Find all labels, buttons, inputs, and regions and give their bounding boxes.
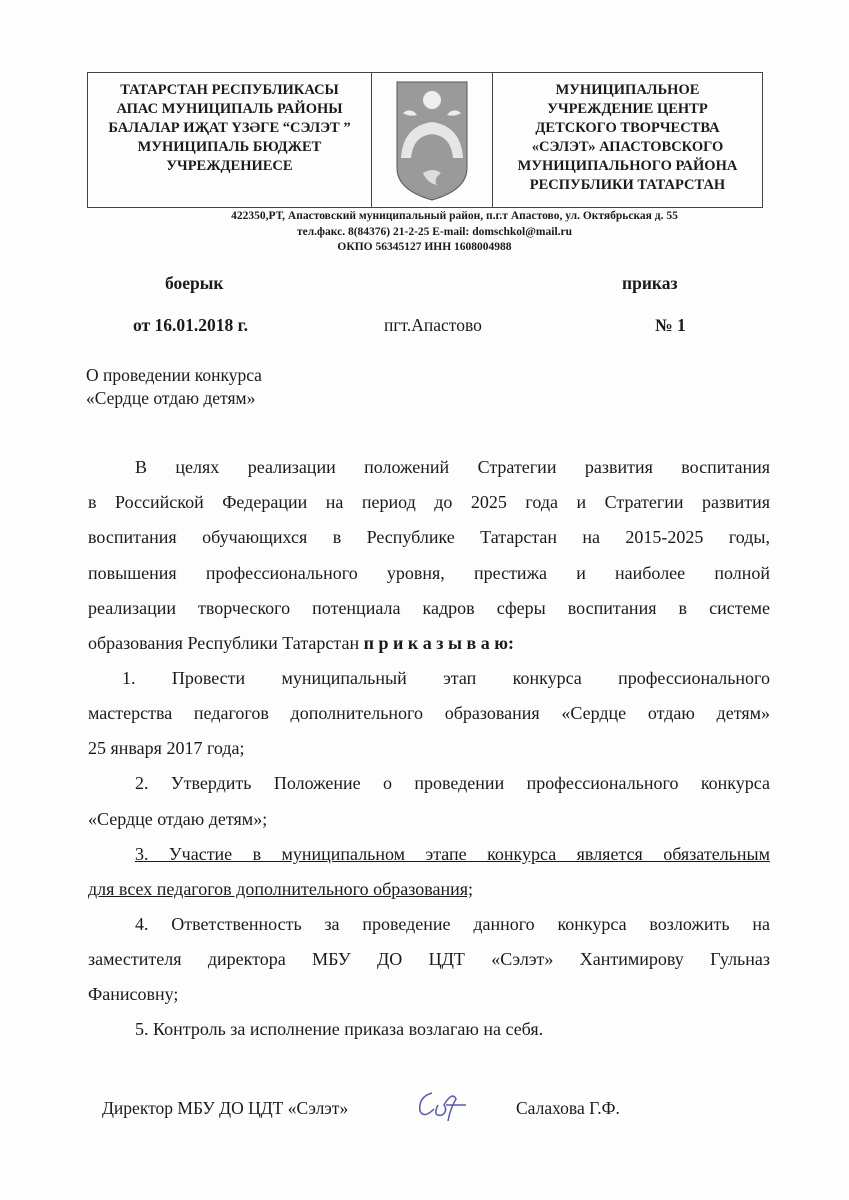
body-line: 5. Контроль за исполнение приказа возлагаю на себя.	[135, 1019, 544, 1039]
text: МУНИЦИПАЛЬНОГО РАЙОНА	[517, 158, 738, 174]
text: БАЛАЛАР ИҖАТ ҮЗӘГЕ “СЭЛЭТ ”	[108, 120, 351, 136]
date: от 16.01.2018 г.	[133, 315, 248, 335]
emblem	[372, 73, 493, 207]
text: «СЭЛЭТ» АПАСТОВСКОГО	[531, 139, 724, 155]
body-line: «Сердце отдаю детям»;	[88, 809, 268, 829]
text: УЧРЕЖДЕНИЕ ЦЕНТР	[547, 101, 708, 117]
body-line: мастерства педагогов дополнительного образования «Сердце отдаю детям»	[88, 703, 770, 723]
text: МУНИЦИПАЛЬНОЕ	[555, 82, 700, 98]
body-line	[135, 843, 770, 865]
body-line	[88, 632, 770, 654]
body-line: В целях реализации положений Стратегии развития воспитания	[135, 457, 770, 477]
letterhead-russian	[493, 73, 762, 207]
subject-line: О проведении конкурса	[86, 365, 262, 385]
phone-email: тел.факс. 8(84376) 21-2-25 E-mail: domschkol@mail.ru	[296, 226, 573, 238]
body-line: реализации творческого потенциала кадров сферы воспитания в системе	[88, 598, 770, 618]
doc-type-tatar: боерык	[165, 273, 224, 293]
body-line: 25 января 2017 года;	[88, 738, 245, 758]
body-line: 4. Ответственность за проведение данного конкурса возложить на	[135, 914, 770, 934]
place: пгт.Апастово	[384, 315, 482, 335]
body-line: 1. Провести муниципальный этап конкурса профессионального	[122, 668, 770, 688]
text: УЧРЕЖДЕНИЕСЕ	[166, 158, 293, 174]
letterhead	[87, 72, 763, 208]
subject-line: «Сердце отдаю детям»	[86, 388, 256, 408]
order-word: п р и к а з ы в а ю:	[363, 633, 514, 653]
body-line: 2. Утвердить Положение о проведении профессионального конкурса	[135, 773, 770, 793]
text: образования Республики Татарстан	[88, 633, 364, 653]
order-number: № 1	[655, 315, 686, 335]
handwritten-signature	[412, 1085, 472, 1125]
text: МУНИЦИПАЛЬ БЮДЖЕТ	[137, 139, 322, 155]
signature-name: Салахова Г.Ф.	[516, 1098, 620, 1118]
body-line: для всех педагогов дополнительного образования;	[88, 879, 474, 899]
coat-of-arms-icon	[393, 78, 471, 203]
codes: ОКПО 56345127 ИНН 1608004988	[337, 241, 512, 253]
letterhead-tatar	[88, 73, 372, 207]
text: АПАС МУНИЦИПАЛЬ РАЙОНЫ	[116, 101, 343, 117]
text: 3. Участие в муниципальном этапе конкурса является обязательным	[135, 844, 770, 864]
text: ДЕТСКОГО ТВОРЧЕСТВА	[535, 120, 720, 136]
body-line: в Российской Федерации на период до 2025 года и Стратегии развития	[88, 492, 770, 512]
body-line: Фанисовну;	[88, 984, 179, 1004]
text: РЕСПУБЛИКИ ТАТАРСТАН	[529, 177, 726, 193]
body-line: воспитания обучающихся в Республике Татарстан на 2015-2025 годы,	[88, 527, 770, 547]
address: 422350,РТ, Апастовский муниципальный район, п.г.т Апастово, ул. Октябрьская д. 55	[231, 210, 678, 222]
text: ТАТАРСТАН РЕСПУБЛИКАСЫ	[120, 82, 339, 98]
body-line: заместителя директора МБУ ДО ЦДТ «Сэлэт» Хантимирову Гульназ	[88, 949, 770, 969]
body-line: повышения профессионального уровня, престижа и наиболее полной	[88, 563, 770, 583]
doc-type-russian: приказ	[622, 273, 678, 293]
signature-position: Директор МБУ ДО ЦДТ «Сэлэт»	[102, 1098, 349, 1118]
